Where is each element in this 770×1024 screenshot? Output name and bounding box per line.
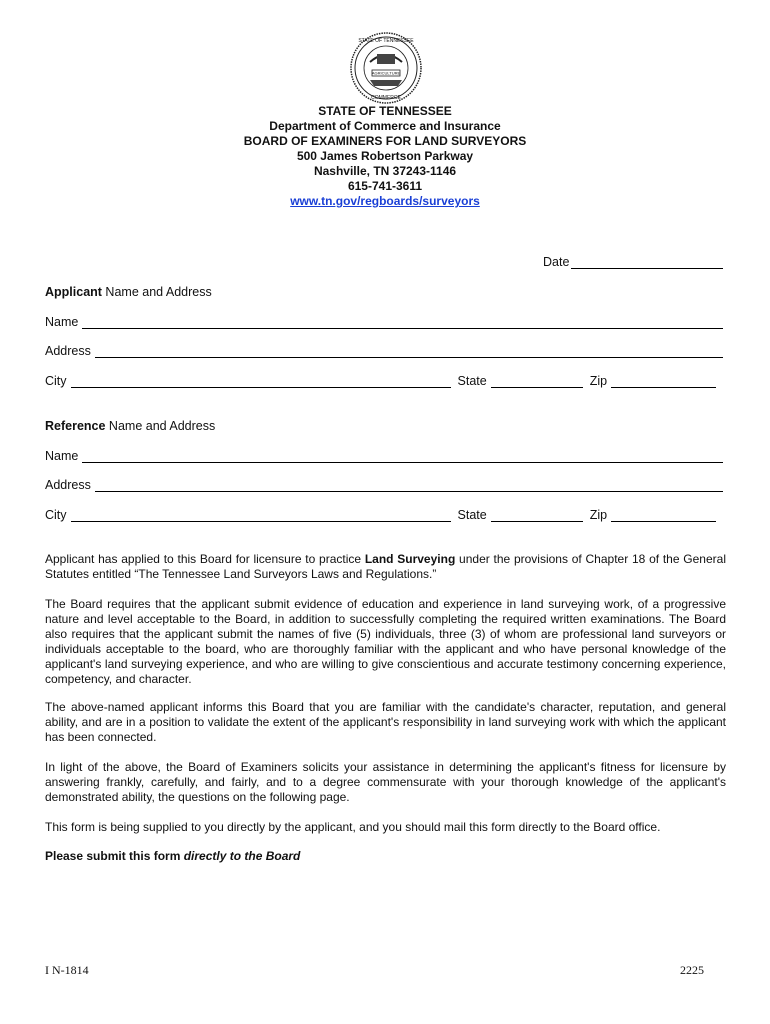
header-state: STATE OF TENNESSEE	[318, 104, 452, 118]
applicant-city-row	[45, 374, 716, 388]
reference-name-field[interactable]	[82, 449, 723, 463]
reference-heading-bold: Reference	[45, 419, 106, 433]
date-row	[543, 255, 723, 269]
p6-bold-italic: directly to the Board	[183, 849, 301, 863]
paragraph-requirements: The Board requires that the applicant submit evidence of education and experience in land surveying work, of a progressive nature and level acceptable to the Board, in addition to successfully completing the required written examinations. The Board also requires that the applicant submit the names of five (5) individuals, three (3) of whom are professional land surveyors or individuals acceptable to the board, who are thoroughly familiar with the applicant and who have personal knowledge of the applicant's land surveying experience, and who are willing to give conscientious and accurate testimony concerning experience, competency, and character.	[45, 597, 726, 686]
reference-city-field[interactable]	[71, 508, 451, 522]
applicant-zip-label: Zip	[589, 374, 608, 388]
reference-state-field[interactable]	[491, 508, 583, 522]
reference-name-row	[45, 449, 723, 463]
reference-city-label: City	[45, 508, 67, 522]
paragraph-mailing: This form is being supplied to you directly by the applicant, and you should mail this form directly to the Board office.	[45, 820, 661, 834]
paragraph-application	[45, 552, 726, 582]
applicant-address-row	[45, 344, 723, 358]
p1-bold: Land Surveying	[364, 552, 456, 566]
reference-state-label: State	[457, 508, 487, 522]
paragraph-assistance: In light of the above, the Board of Examiners solicits your assistance in determining the applicant's fitness for licensure by answering frankly, carefully, and fairly, and to a degree commensurate with your thorough knowledge of the applicant's demonstrated ability, the questions on the following page.	[45, 760, 726, 804]
reference-heading	[45, 419, 215, 433]
applicant-city-label: City	[45, 374, 67, 388]
applicant-zip-field[interactable]	[611, 374, 716, 388]
paragraph-familiarity: The above-named applicant informs this Board that you are familiar with the candidate's character, reputation, and general ability, and are in a position to validate the extent of the applicant's responsibility in land surveying work with which the applicant has been connected.	[45, 700, 726, 744]
applicant-address-field[interactable]	[95, 344, 723, 358]
p6-bold: Please submit this form	[45, 849, 184, 863]
applicant-heading	[45, 285, 212, 299]
tennessee-state-seal	[350, 32, 422, 104]
date-label: Date	[543, 255, 570, 269]
p1-text-a: Applicant has applied to this Board for licensure to practice	[45, 552, 365, 566]
applicant-name-row	[45, 315, 723, 329]
seal-bottom-text: COMMERCE	[371, 95, 401, 101]
date-field[interactable]	[571, 255, 723, 269]
seal-center-text: AGRICULTURE	[371, 70, 401, 76]
header-street: 500 James Robertson Parkway	[296, 149, 474, 163]
reference-zip-label: Zip	[589, 508, 608, 522]
seal-top-text: STATE OF TENNESSEE	[358, 38, 414, 44]
applicant-name-field[interactable]	[82, 315, 723, 329]
applicant-state-label: State	[457, 374, 487, 388]
board-website-link[interactable]: www.tn.gov/regboards/surveyors	[290, 194, 480, 208]
reference-address-field[interactable]	[95, 478, 723, 492]
reference-address-label: Address	[45, 478, 91, 492]
reference-name-label: Name	[45, 449, 79, 463]
reference-address-row	[45, 478, 723, 492]
reference-zip-field[interactable]	[611, 508, 716, 522]
p1-text-b: under the provisions of Chapter 18 of the General Statutes entitled “The Tennessee Land Surveyors Laws and Regulations.”	[45, 552, 726, 581]
form-id: I N-1814	[45, 963, 89, 977]
applicant-state-field[interactable]	[491, 374, 583, 388]
form-code: 2225	[680, 963, 704, 977]
applicant-address-label: Address	[45, 344, 91, 358]
reference-city-row	[45, 508, 716, 522]
header-city: Nashville, TN 37243-1146	[313, 164, 457, 178]
letterhead	[0, 104, 770, 209]
header-board: BOARD OF EXAMINERS FOR LAND SURVEYORS	[243, 134, 527, 148]
paragraph-submit-instruction	[45, 849, 726, 864]
applicant-city-field[interactable]	[71, 374, 451, 388]
reference-heading-rest: Name and Address	[105, 419, 216, 433]
applicant-heading-bold: Applicant	[45, 285, 102, 299]
header-department: Department of Commerce and Insurance	[269, 119, 501, 133]
applicant-name-label: Name	[45, 315, 79, 329]
applicant-heading-rest: Name and Address	[101, 285, 212, 299]
header-phone: 615-741-3611	[347, 179, 423, 193]
